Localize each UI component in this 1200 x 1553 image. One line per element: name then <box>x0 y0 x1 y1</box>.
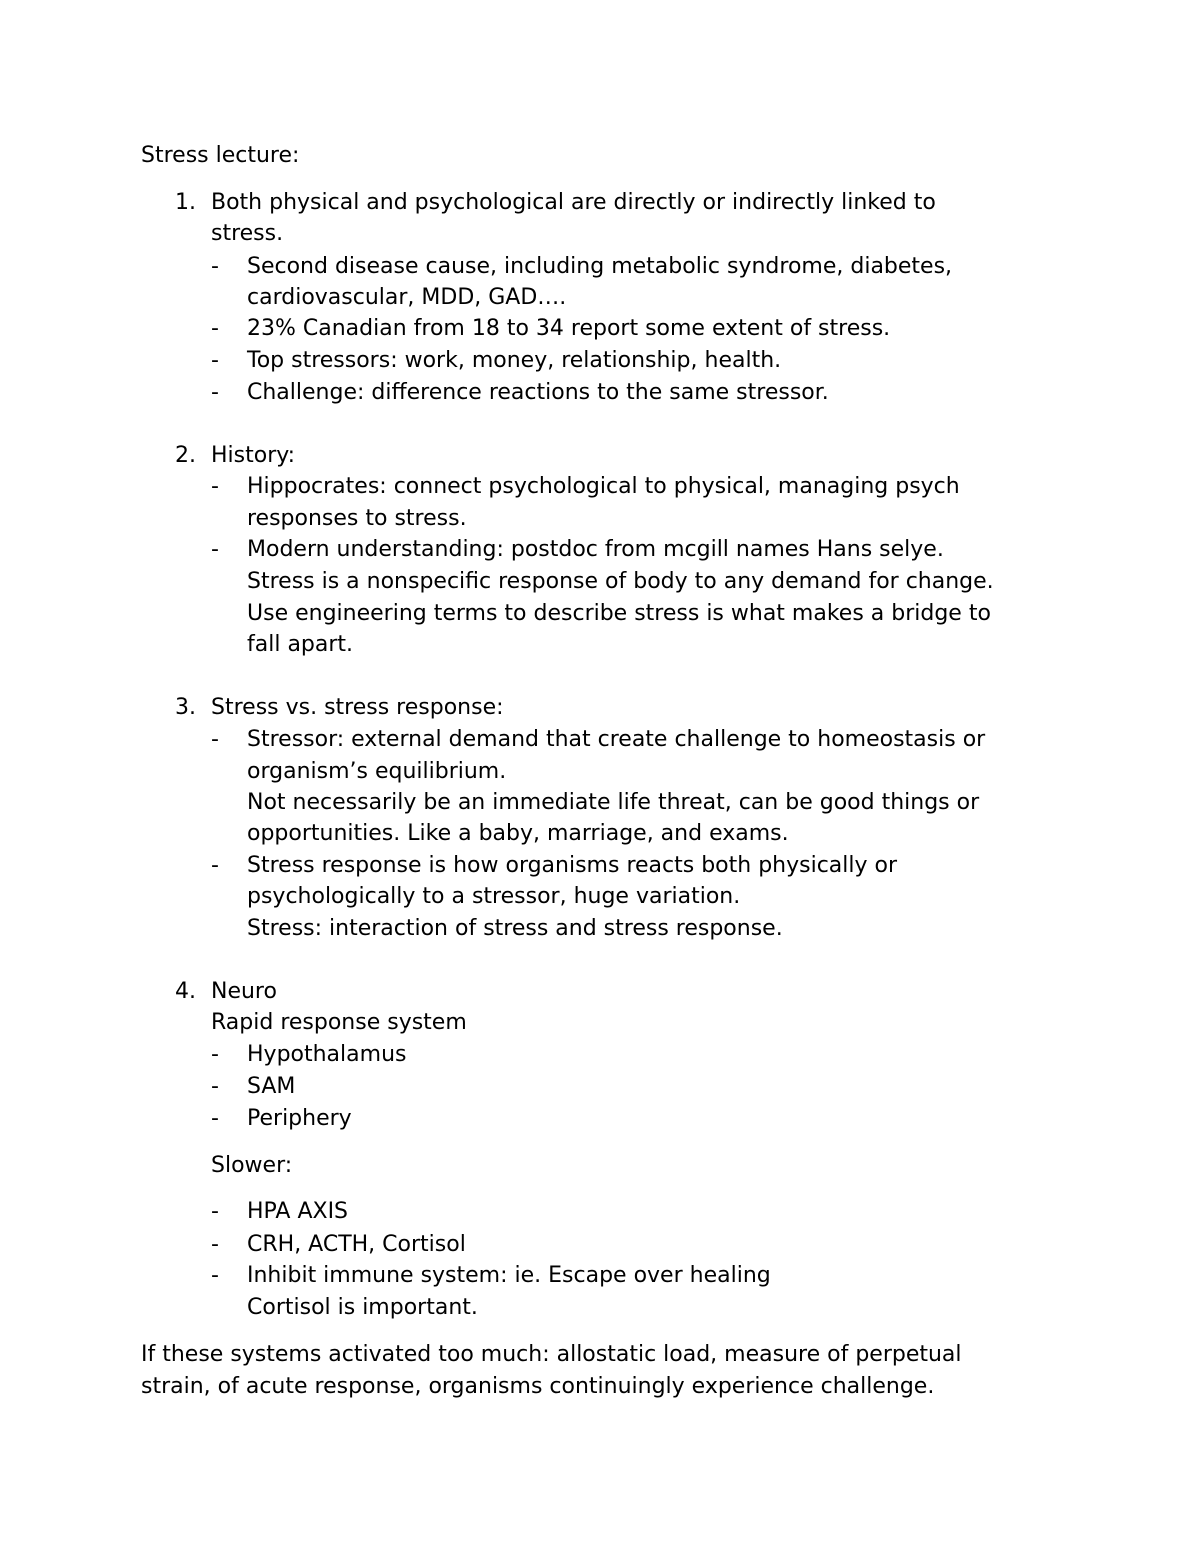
bullet-text: Stress: interaction of stress and stress response. <box>247 916 783 941</box>
section-heading: Both physical and psychological are directly or indirectly linked to <box>211 190 936 215</box>
bullet-marker: - <box>211 348 219 373</box>
bullet-text: Modern understanding: postdoc from mcgill names Hans selye. <box>247 537 944 562</box>
section-heading: History: <box>211 443 296 468</box>
bullet-text: Top stressors: work, money, relationship, health. <box>247 348 782 373</box>
document-title: Stress lecture: <box>141 143 300 168</box>
bullet-marker: - <box>211 727 219 752</box>
bullet-marker: - <box>211 537 219 562</box>
closing-paragraph-line: If these systems activated too much: allostatic load, measure of perpetual <box>141 1342 962 1367</box>
bullet-marker: - <box>211 316 219 341</box>
section-heading: Stress vs. stress response: <box>211 695 504 720</box>
bullet-text: Hippocrates: connect psychological to physical, managing psych <box>247 474 960 499</box>
bullet-text: Cortisol is important. <box>247 1295 478 1320</box>
bullet-text: Second disease cause, including metabolic syndrome, diabetes, <box>247 254 953 279</box>
section-number: 2. <box>175 443 196 468</box>
bullet-marker: - <box>211 1232 219 1257</box>
bullet-marker: - <box>211 1074 219 1099</box>
bullet-marker: - <box>211 1042 219 1067</box>
bullet-text: Stressor: external demand that create challenge to homeostasis or <box>247 727 986 752</box>
bullet-marker: - <box>211 380 219 405</box>
sub-heading: Slower: <box>211 1153 293 1178</box>
bullet-text: Use engineering terms to describe stress is what makes a bridge to <box>247 601 991 626</box>
bullet-text: opportunities. Like a baby, marriage, and exams. <box>247 821 789 846</box>
bullet-text: SAM <box>247 1074 296 1099</box>
section-heading: Neuro <box>211 979 277 1004</box>
bullet-text: psychologically to a stressor, huge variation. <box>247 884 741 909</box>
bullet-marker: - <box>211 853 219 878</box>
section-number: 4. <box>175 979 196 1004</box>
bullet-text: responses to stress. <box>247 506 467 531</box>
section-heading: Rapid response system <box>211 1010 467 1035</box>
bullet-text: HPA AXIS <box>247 1199 349 1224</box>
bullet-marker: - <box>211 1263 219 1288</box>
bullet-text: fall apart. <box>247 632 354 657</box>
section-number: 1. <box>175 190 196 215</box>
section-number: 3. <box>175 695 196 720</box>
bullet-marker: - <box>211 254 219 279</box>
bullet-text: Not necessarily be an immediate life threat, can be good things or <box>247 790 980 815</box>
bullet-text: CRH, ACTH, Cortisol <box>247 1232 466 1257</box>
closing-paragraph-line: strain, of acute response, organisms continuingly experience challenge. <box>141 1374 935 1399</box>
bullet-text: Hypothalamus <box>247 1042 407 1067</box>
bullet-text: cardiovascular, MDD, GAD…. <box>247 285 567 310</box>
bullet-text: Stress response is how organisms reacts both physically or <box>247 853 898 878</box>
bullet-text: Challenge: difference reactions to the same stressor. <box>247 380 829 405</box>
section-heading: stress. <box>211 221 284 246</box>
bullet-text: Inhibit immune system: ie. Escape over healing <box>247 1263 771 1288</box>
bullet-marker: - <box>211 474 219 499</box>
bullet-marker: - <box>211 1106 219 1131</box>
bullet-text: organism’s equilibrium. <box>247 759 507 784</box>
bullet-marker: - <box>211 1199 219 1224</box>
bullet-text: 23% Canadian from 18 to 34 report some extent of stress. <box>247 316 891 341</box>
bullet-text: Stress is a nonspecific response of body to any demand for change. <box>247 569 994 594</box>
bullet-text: Periphery <box>247 1106 352 1131</box>
